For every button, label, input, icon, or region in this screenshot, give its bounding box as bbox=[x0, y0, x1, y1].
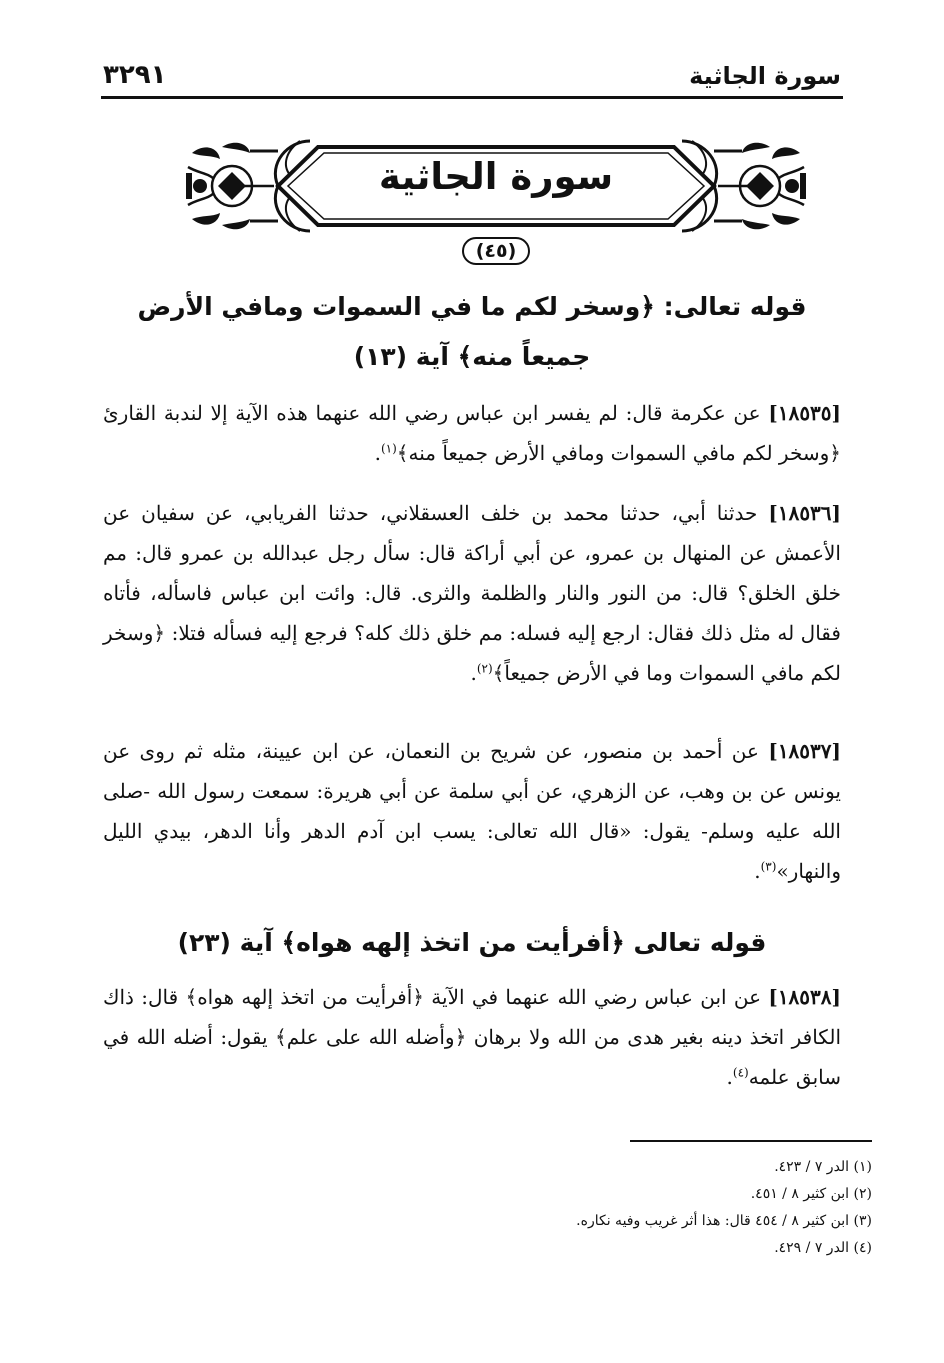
verse-heading bbox=[103, 918, 841, 968]
narration-text: عن عكرمة قال: لم يفسر ابن عباس رضي الله عنهما هذه الآية إلا لندبة القارئ ﴿وسخر لكم مافي السموات ومافي الأرض جميعاً منه﴾ bbox=[103, 401, 841, 465]
surah-number bbox=[178, 237, 814, 265]
verse-heading-line: قوله تعالى: ﴿وسخر لكم ما في السموات ومافي الأرض bbox=[137, 292, 807, 321]
narration-number: [١٨٥٣٦] bbox=[768, 501, 842, 525]
verse-heading-line: قوله تعالى ﴿أفرأيت من اتخذ إلهه هواه﴾ آية (٢٣) bbox=[177, 928, 767, 957]
surah-title: سورة الجاثية bbox=[378, 155, 614, 198]
footnote-ref: (٤) bbox=[732, 1065, 749, 1080]
verse-heading bbox=[103, 282, 841, 382]
footnote-ref: (٣) bbox=[760, 859, 777, 874]
narration-paragraph bbox=[103, 977, 841, 1097]
page-number: ٣٢٩١ bbox=[103, 60, 167, 90]
footnote: (١) الدر ٧ / ٤٢٣. bbox=[774, 1159, 872, 1175]
footnote: (٢) ابن كثير ٨ / ٤٥١. bbox=[750, 1186, 872, 1202]
footnote-ref: (٢) bbox=[476, 661, 493, 676]
footnote-rule bbox=[630, 1140, 872, 1142]
footnote: (٣) ابن كثير ٨ / ٤٥٤ قال: هذا أثر غريب وفيه نكاره. bbox=[576, 1213, 872, 1229]
narration-text: عن أحمد بن منصور، عن شريح بن النعمان، عن ابن عيينة، مثله ثم روى عن يونس عن بن وهب، عن الزهري، عن أبي سلمة عن أبي هريرة: سمعت رسول الله -صلى الله عليه وسلم- يقول: «قال الله تعالى: يسب ابن آدم الدهر وأنا الدهر، بيدي الليل والنهار» bbox=[103, 739, 841, 883]
footnote: (٤) الدر ٧ / ٤٢٩. bbox=[774, 1240, 872, 1256]
running-head-surah: سورة الجاثية bbox=[689, 62, 841, 90]
narration-number: [١٨٥٣٨] bbox=[768, 985, 841, 1009]
narration-paragraph bbox=[103, 493, 841, 693]
sentence-end: . bbox=[754, 859, 761, 883]
narration-text: حدثنا أبي، حدثنا محمد بن خلف العسقلاني، حدثنا الفريابي، عن سفيان عن الأعمش عن المنهال بن عمرو، عن أبي أراكة قال: سأل رجل عبدالله بن عمرو قال: مم خلق الخلق؟ قال: من النور والنار والظلمة والثرى. قال: وائت ابن عباس فاسأله، فأتاه فقال له مثل ذلك فقال: ارجع إليه فسله: مم خلق ذلك كله؟ فرجع إليه فسأله فتلا: ﴿وسخر لكم مافي السموات وما في الأرض جميعاً﴾ bbox=[103, 501, 841, 685]
footnotes bbox=[103, 1154, 872, 1262]
narration-text: عن ابن عباس رضي الله عنهما في الآية ﴿أفرأيت من اتخذ إلهه هواه﴾ قال: ذاك الكافر اتخذ دينه بغير هدى من الله ولا برهان ﴿وأضله الله على علم﴾ يقول: أضله الله في سابق علمه bbox=[103, 985, 841, 1089]
narration-number: [١٨٥٣٧] bbox=[768, 739, 841, 763]
header-rule bbox=[101, 96, 843, 99]
narration-number: [١٨٥٣٥] bbox=[768, 401, 842, 425]
surah-banner bbox=[178, 133, 814, 262]
sentence-end: . bbox=[726, 1065, 733, 1089]
verse-heading-line: جميعاً منه﴾ آية (١٣) bbox=[353, 342, 591, 371]
narration-paragraph bbox=[103, 393, 841, 473]
running-head bbox=[103, 50, 841, 96]
sentence-end: . bbox=[374, 441, 381, 465]
sentence-end: . bbox=[470, 661, 477, 685]
narration-paragraph bbox=[103, 731, 841, 891]
surah-number-label: (٤٥) bbox=[462, 237, 531, 265]
footnote-ref: (١) bbox=[380, 441, 397, 456]
